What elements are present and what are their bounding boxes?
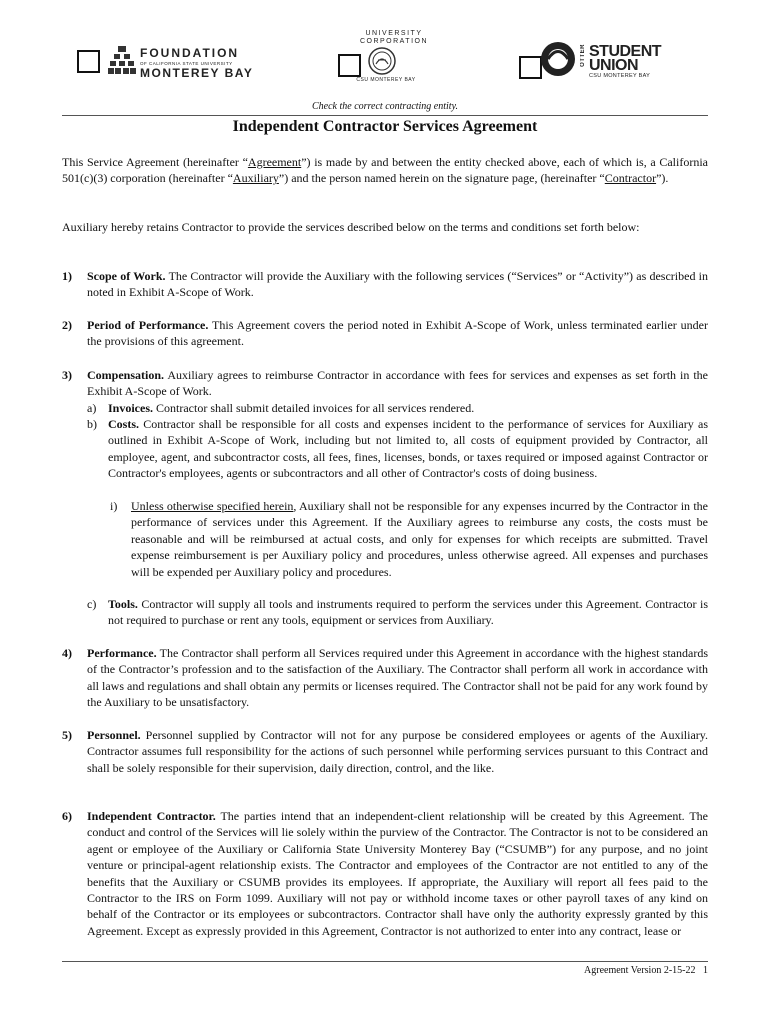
student-union-otter-icon bbox=[540, 40, 576, 78]
foundation-subtitle: OF CALIFORNIA STATE UNIVERSITY bbox=[140, 61, 233, 66]
section-2-period-of-performance: Period of Performance. This Agreement covers the period noted in Exhibit A-Scope of Work, unless terminated earlier under the provisions of this agreement. bbox=[87, 318, 708, 349]
section-3b-costs: Costs. Contractor shall be responsible for all costs and expenses incident to the performance of services for Auxiliary as outlined in Exhibit A-Scope of Work, including but not limited to, all costs of equipment provided by Contractor, all employee, agent, and subcontractor costs, all fees, fines, licenses, bonds, or taxes required or imposed against Contractor or Contractor's employees, agents or subcontractors and all other of Contractor's costs of doing business. bbox=[108, 417, 708, 481]
corporation-seal-icon bbox=[367, 46, 397, 76]
page-number: 1 bbox=[703, 965, 708, 976]
section-3-compensation: Compensation. Auxiliary agrees to reimburse Contractor in accordance with fees for services and expenses as set forth in the Exhibit A-Scope of Work. bbox=[87, 368, 708, 399]
footer-divider bbox=[62, 961, 708, 962]
section-3bi-marker: i) bbox=[110, 499, 118, 513]
student-union-location: CSU MONTEREY BAY bbox=[589, 73, 651, 79]
foundation-name: FOUNDATION bbox=[140, 46, 240, 60]
section-3c-tools: Tools. Contractor will supply all tools and instruments required to perform the services under this Agreement. Contractor is not required to purchase or rent any tools, equipment or services from Auxiliary. bbox=[108, 597, 708, 628]
section-3bi-expenses: Unless otherwise specified herein, Auxiliary shall not be responsible for any expenses incurred by the Contractor in the performance of services under this Agreement. If the Auxiliary agrees to reimburse any costs, the costs must be reasonable and will be reimbursed at actual costs, and only for expenses for which receipts are submitted. Travel expense reimbursement is per Auxiliary policy and procedures, unless otherwise agreed. All expenses and purchases will be expended per Auxiliary policy and procedures. bbox=[131, 499, 708, 579]
student-union-vertical-label: OTTER bbox=[580, 44, 586, 67]
section-6-number: 6) bbox=[62, 809, 72, 823]
section-3-number: 3) bbox=[62, 368, 72, 382]
entity-instruction: Check the correct contracting entity. bbox=[312, 101, 458, 112]
section-6-independent-contractor: Independent Contractor. The parties intend that an independent-client relationship will be created by this Agreement. The conduct and control of the Services will lie solely within the purview of the Contractor. The Contractor is not to be considered an agent or employee of the Auxiliary or California State University Monterey Bay (“CSUMB”) for any purpose, and no joint venture or principal-agent relationship exists. The Contractor and employees of the Contractor are not entitled to any of the benefits that the Auxiliary or CSUMB provides its employees. If appropriate, the Auxiliary will report all fees paid to the Contractor to the IRS on Form 1099. Auxiliary will not pay or withhold income taxes or other payroll taxes of any kind on behalf of the Contractor or its employees or subcontractors. Contractor shall have only the authority expressly granted by this Agreement. Except as expressly provided in this Agreement, Contractor is not authorized to enter into any contract, lease or bbox=[87, 809, 708, 938]
student-union-line1: STUDENT bbox=[589, 43, 662, 60]
agreement-term: Agreement bbox=[247, 155, 302, 169]
section-5-number: 5) bbox=[62, 728, 72, 742]
section-2-number: 2) bbox=[62, 318, 72, 332]
auxiliary-term: Auxiliary bbox=[232, 171, 279, 186]
corporation-name-line1: UNIVERSITY bbox=[365, 30, 423, 37]
retention-paragraph: Auxiliary hereby retains Contractor to provide the services described below on the terms and conditions set forth below: bbox=[62, 220, 640, 234]
section-5-personnel: Personnel. Personnel supplied by Contractor will not for any purpose be considered employees or agents of the Auxiliary. Contractor assumes full responsibility for the actions of such personnel while performing services pursuant to this Contract and shall be solely responsible for their supervision, daily direction, control, and the like. bbox=[87, 728, 708, 775]
foundation-checkbox[interactable] bbox=[77, 50, 100, 73]
section-3c-marker: c) bbox=[87, 597, 97, 611]
foundation-logo-icon bbox=[108, 44, 136, 76]
student-union-line2: UNION bbox=[589, 57, 639, 74]
section-4-number: 4) bbox=[62, 646, 72, 660]
intro-paragraph: This Service Agreement (hereinafter “Agreement”) is made by and between the entity checked above, each of which is, a California 501(c)(3) corporation (hereinafter “Auxiliary”) and the person named herein on the signature page, (hereinafter “Contractor”). bbox=[62, 155, 709, 186]
page-title: Independent Contractor Services Agreement bbox=[232, 118, 538, 135]
corporation-name-line2: CORPORATION bbox=[359, 38, 429, 45]
section-1-scope-of-work: Scope of Work. The Contractor will provide the Auxiliary with the following services (“Services” or “Activity”) as described in noted in Exhibit A-Scope of Work. bbox=[87, 269, 708, 300]
student-union-checkbox[interactable] bbox=[519, 56, 542, 79]
section-3a-invoices: Invoices. Contractor shall submit detailed invoices for all services rendered. bbox=[108, 401, 475, 415]
contractor-term: Contractor bbox=[604, 171, 657, 186]
header-divider bbox=[62, 115, 708, 116]
section-3b-marker: b) bbox=[87, 417, 97, 431]
foundation-location: MONTEREY BAY bbox=[140, 66, 254, 80]
corporation-location: CSU MONTEREY BAY bbox=[356, 77, 416, 83]
section-4-performance: Performance. The Contractor shall perform all Services required under this Agreement in accordance with the highest standards of the Contractor’s profession and to the satisfaction of the Auxiliary. The Contractor shall perform all work in accordance with all laws and regulations and shall obtain any permits or licenses required. The Contractor shall not be paid for any work found by the Auxiliary to be unsatisfactory. bbox=[87, 646, 708, 710]
section-1-number: 1) bbox=[62, 269, 72, 283]
footer-version: Agreement Version 2-15-22 1 bbox=[584, 965, 708, 976]
corporation-checkbox[interactable] bbox=[338, 54, 361, 77]
section-3a-marker: a) bbox=[87, 401, 97, 415]
